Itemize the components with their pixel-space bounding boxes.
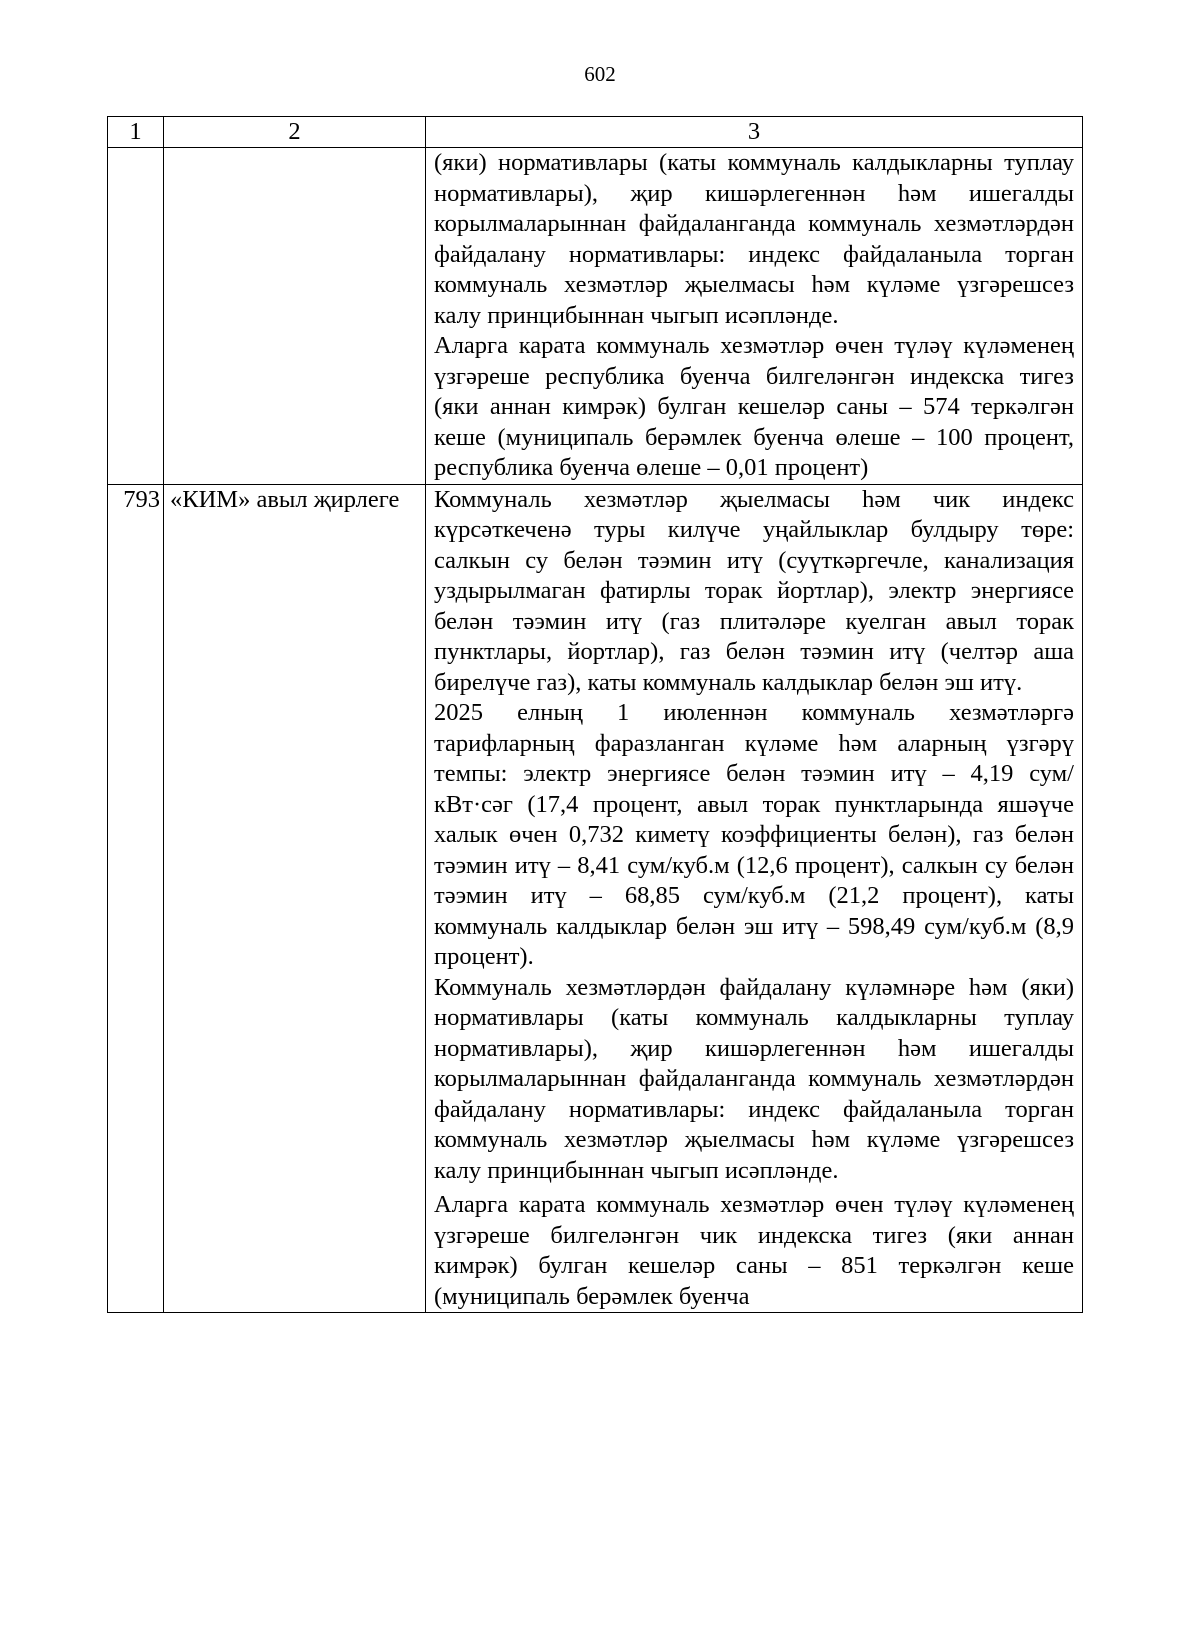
page-number: 602 — [584, 62, 616, 86]
header-cell-1: 1 — [108, 117, 164, 148]
content-paragraph: Коммуналь хезмәтләр җыелмасы һәм чик индекс күрсәткеченә туры килүче уңайлыклар булдыру төре: салкын су белән тәэмин итү (суүткәргечле, канализация уздырылмаган фатирлы торак йортлар), электр энергиясе белән тәэмин итү (газ плитәләре куелган авыл торак пунктлары, йортлар), газ белән тәэмин итү (челтәр аша бирелүче газ), каты коммуналь калдыклар белән эш итү. — [434, 485, 1074, 696]
content-paragraph: Аларга карата коммуналь хезмәтләр өчен түләү күләменең үзгәреше республика буенча билгеләнгән индекска тигез (яки аннан кимрәк) булган кешеләр саны – 574 теркәлгән кеше (муниципаль берәмлек буенча өлеше – 100 процент, республика буенча өлеше – 0,01 процент) — [434, 332, 1074, 481]
settlement-name — [164, 148, 426, 485]
row-number — [108, 148, 164, 485]
table-row — [108, 484, 1083, 1313]
row-content — [426, 484, 1083, 1313]
row-content — [426, 148, 1083, 485]
content-paragraph: Аларга карата коммуналь хезмәтләр өчен түләү күләменең үзгәреше билгеләнгән чик индекска тигез (яки аннан кимрәк) булган кешеләр саны – 851 теркәлгән кеше (муниципаль берәмлек буенча — [434, 1191, 1074, 1310]
table-header-row — [108, 117, 1083, 148]
content-paragraph: 2025 елның 1 июленнән коммуналь хезмәтләргә тарифларның фаразланган күләме һәм аларның үзгәрү темпы: электр энергиясе белән тәэмин итү – 4,19 сум/кВт·сәг (17,4 процент, авыл торак пунктларында яшәүче халык өчен 0,732 киметү коэффициенты белән), газ белән тәэмин итү – 8,41 сум/куб.м (12,6 процент), салкын су белән тәэмин итү – 68,85 сум/куб.м (21,2 процент), каты коммуналь калдыклар белән эш итү – 598,49 сум/куб.м (8,9 процент). — [434, 699, 1074, 970]
settlement-name: «КИМ» авыл җирлеге — [164, 484, 426, 1313]
content-paragraph: Коммуналь хезмәтләрдән файдалану күләмнәре һәм (яки) нормативлары (каты коммуналь калдыкларны туплау нормативлары), җир кишәрлегеннән һәм ишегалды корылмаларыннан файдаланганда коммуналь хезмәтләрдән файдалану нормативлары: индекс файдаланыла торган коммуналь хезмәтләр җыелмасы һәм күләме үзгәрешсез калу принцибыннан чыгып исәпләнде. — [434, 973, 1074, 1184]
header-cell-2: 2 — [164, 117, 426, 148]
document-table — [107, 116, 1083, 1313]
content-paragraph: (яки) нормативлары (каты коммуналь калдыкларны туплау нормативлары), җир кишәрлегеннән һәм ишегалды корылмаларыннан файдаланганда коммуналь хезмәтләрдән файдалану нормативлары: индекс файдаланыла торган коммуналь хезмәтләр җыелмасы һәм күләме үзгәрешсез калу принцибыннан чыгып исәпләнде. — [434, 149, 1074, 329]
row-number: 793 — [108, 484, 164, 1313]
header-cell-3: 3 — [426, 117, 1083, 148]
table-row — [108, 148, 1083, 485]
